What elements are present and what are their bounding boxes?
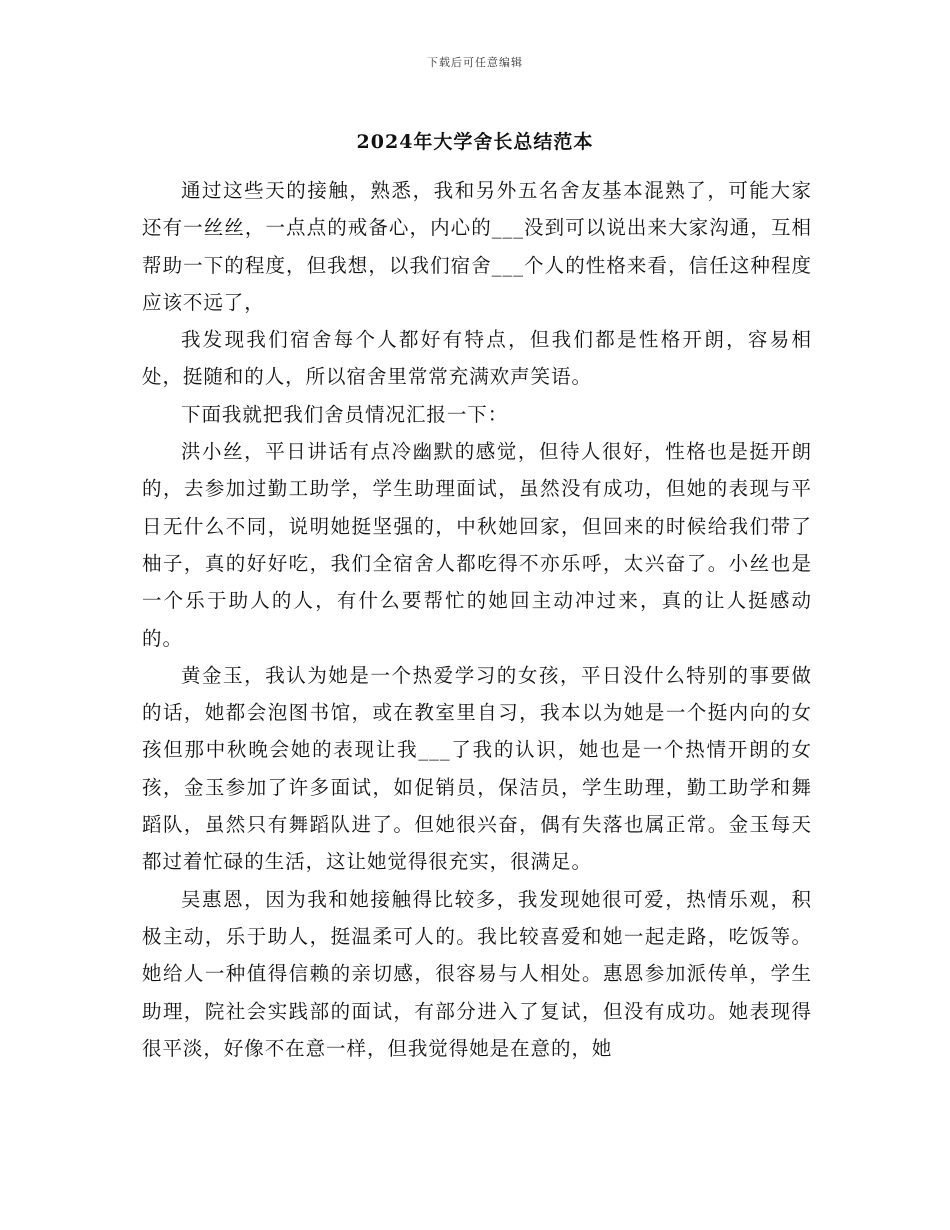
paragraph: 通过这些天的接触，熟悉，我和另外五名舍友基本混熟了，可能大家还有一丝丝，一点点的戒备心，内心的___没到可以说出来大家沟通，互相帮助一下的程度，但我想，以我们宿舍___个人的性格来看，信任这种程度应该不远了，: [142, 179, 812, 314]
paragraph: 吴惠恩，因为我和她接触得比较多，我发现她很可爱，热情乐观，积极主动，乐于助人，挺温柔可人的。我比较喜爱和她一起走路，吃饭等。她给人一种值得信赖的亲切感，很容易与人相处。惠恩参加派传单，学生助理，院社会实践部的面试，有部分进入了复试，但没有成功。她表现得很平淡，好像不在意一样，但我觉得她是在意的，她: [142, 887, 812, 1060]
paragraph: 下面我就把我们舍员情况汇报一下：: [181, 402, 509, 426]
document-body: [142, 172, 812, 1067]
paragraph: 我发现我们宿舍每个人都好有特点，但我们都是性格开朗，容易相处，挺随和的人，所以宿舍里常常充满欢声笑语。: [142, 328, 812, 389]
paragraph: 洪小丝，平日讲话有点冷幽默的感觉，但待人很好，性格也是挺开朗的，去参加过勤工助学，学生助理面试，虽然没有成功，但她的表现与平日无什么不同，说明她挺坚强的，中秋她回家，但回来的时候给我们带了柚子，真的好好吃，我们全宿舍人都吃得不亦乐呼，太兴奋了。小丝也是一个乐于助人的人，有什么要帮忙的她回主动冲过来，真的让人挺感动的。: [142, 440, 812, 650]
document-title: 2024年大学舍长总结范本: [356, 131, 594, 153]
header-note: 下载后可任意编辑: [427, 56, 523, 69]
paragraph: 黄金玉，我认为她是一个热爱学习的女孩，平日没什么特别的事要做的话，她都会泡图书馆，或在教室里自习，我本以为她是一个挺内向的女孩但那中秋晚会她的表现让我___了我的认识，她也是一个热情开朗的女孩，金玉参加了许多面试，如促销员，保洁员，学生助理，勤工助学和舞蹈队，虽然只有舞蹈队进了。但她很兴奋，偶有失落也属正常。金玉每天都过着忙碌的生活，这让她觉得很充实，很满足。: [142, 663, 812, 874]
